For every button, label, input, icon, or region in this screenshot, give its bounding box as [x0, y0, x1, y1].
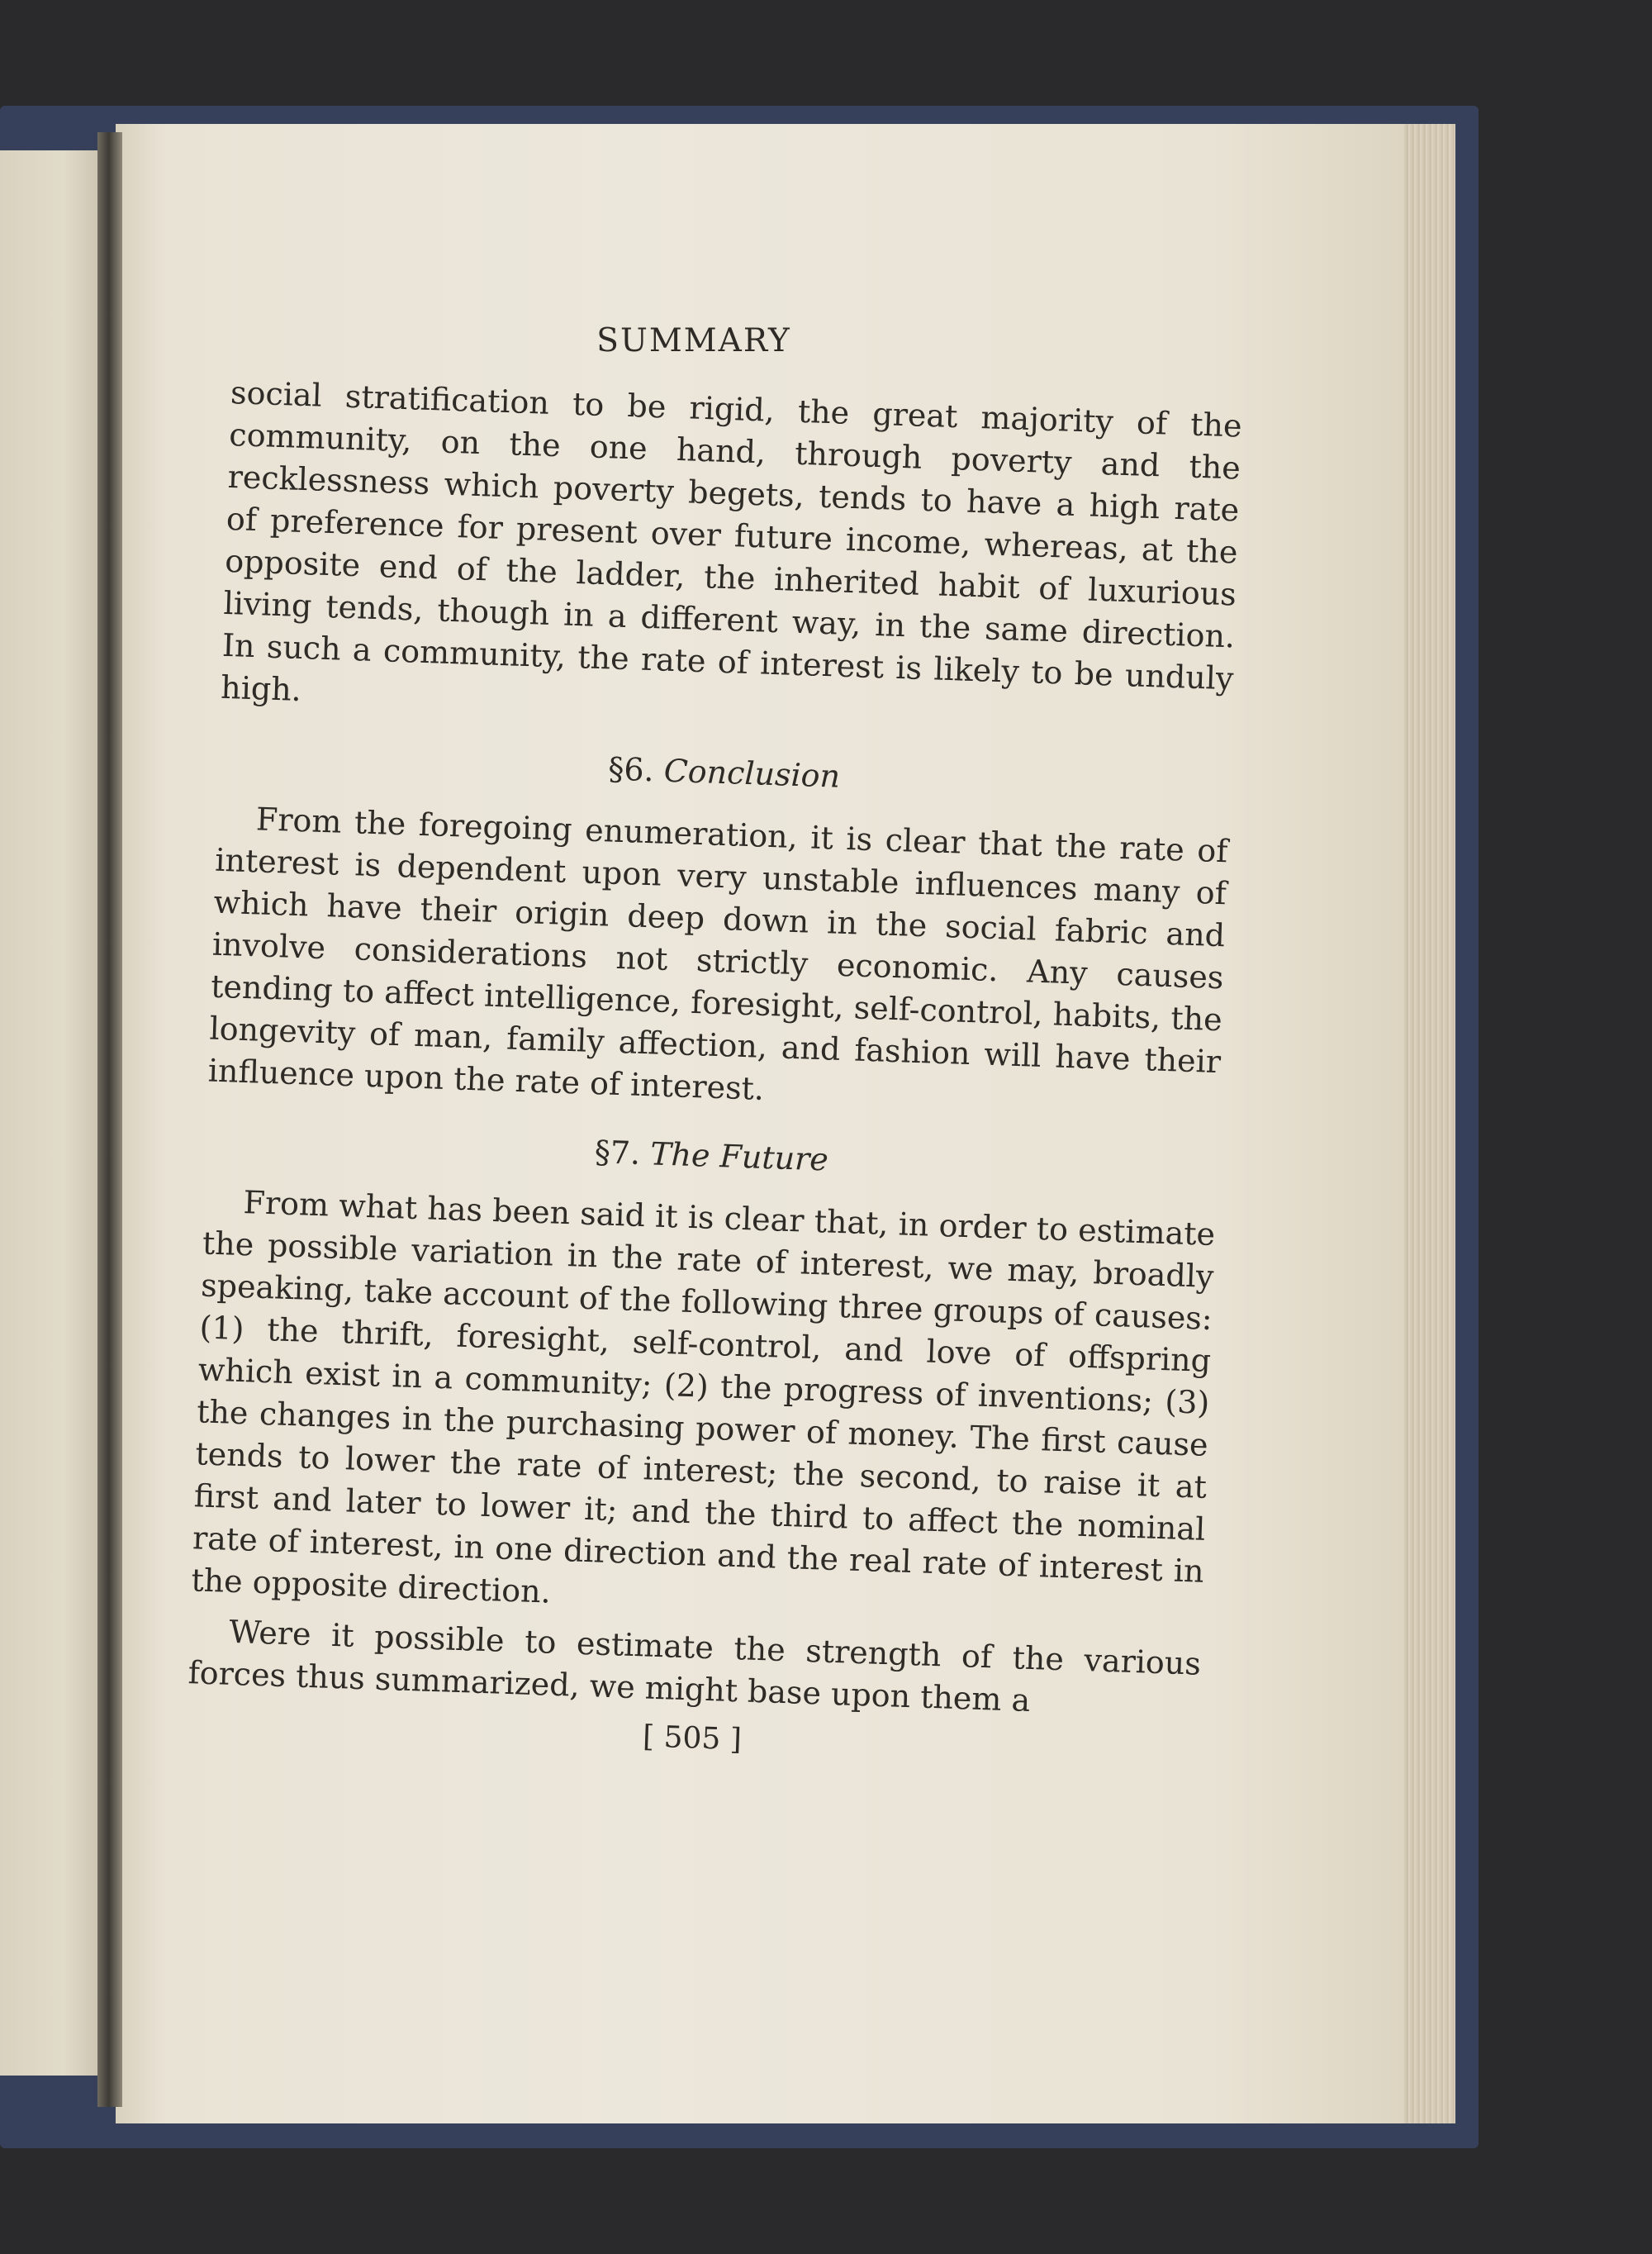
- opening-paragraph: social stratification to be rigid, the great majority of the community, on the one hand, through poverty and the recklessness which poverty begets, tends to have a high rate of preference for present over future income, whereas, at the opposite end of the ladder, the inherited habit of luxurious living tends, though in a different way, in the same direction. In such a community, the rate of interest is likely to be unduly high.: [220, 373, 1243, 709]
- left-page-edge: [0, 150, 106, 2076]
- page-text-block: [186, 372, 1242, 1776]
- section-6-number: §6.: [607, 750, 655, 789]
- section-7-number: §7.: [594, 1134, 641, 1172]
- running-head: SUMMARY: [596, 322, 791, 359]
- book-page: [116, 124, 1404, 2123]
- section-6-heading: [218, 735, 1231, 811]
- section-7-heading: [205, 1119, 1218, 1195]
- section-7-paragraph-2: Were it possible to estimate the strength of the various forces thus summarized, we might base upon them a: [188, 1613, 1202, 1719]
- page-number: [ 505 ]: [642, 1719, 743, 1757]
- section-7-title: The Future: [649, 1135, 829, 1178]
- section-7-paragraph-1: From what has been said it is clear that, in order to estimate the possible variation in the rate of interest, we may, broadly speaking, take account of the following three groups of causes: (1) the thrift, foresight, self-control, and love of offspring which exist in a community; (2) the progress of inventions; (3) the changes in the purchasing power of money. The first cause tends to lower the rate of interest; the second, to raise it at first and later to lower it; and the third to affect the nominal rate of interest, in one direction and the real rate of interest in the opposite direction.: [190, 1184, 1216, 1610]
- book-gutter: [97, 132, 122, 2107]
- section-6-title: Conclusion: [663, 752, 841, 795]
- section-6-paragraph: From the foregoing enumeration, it is clear that the rate of interest is dependent upon very unstable influences many of which have their origin deep down in the social fabric and involve considerations not strictly economic. Any causes tending to affect intelligence, foresight, self-control, habits, the longevity of man, family affection, and fashion will have their influence upon the rate of interest.: [207, 801, 1229, 1107]
